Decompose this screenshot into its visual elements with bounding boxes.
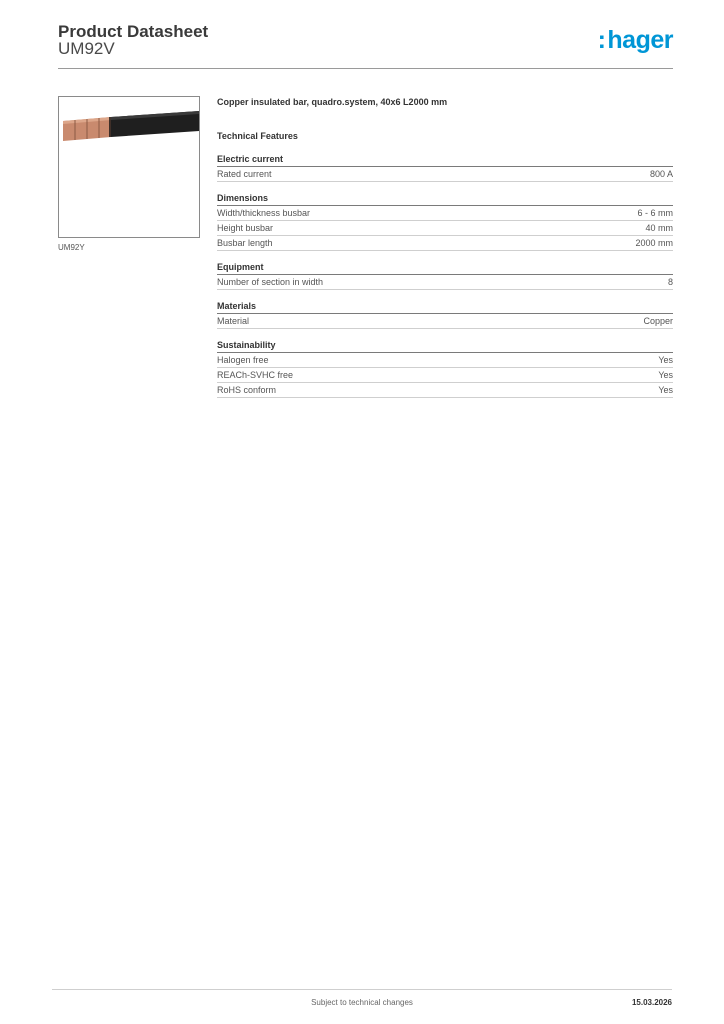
- spec-sections: [217, 153, 673, 398]
- page-header: [58, 20, 673, 70]
- hager-logo: :hager: [597, 26, 673, 54]
- spec-section: [217, 339, 673, 398]
- section-title: Electric current: [217, 153, 673, 167]
- page-title: Product Datasheet: [58, 22, 209, 41]
- spec-row: [217, 167, 673, 182]
- section-title: Equipment: [217, 261, 673, 275]
- spec-label: Material: [217, 316, 250, 326]
- spec-section: [217, 192, 673, 251]
- image-caption: UM92Y: [58, 243, 85, 252]
- spec-value: Yes: [658, 370, 673, 380]
- spec-row: [217, 314, 673, 329]
- spec-section: [217, 153, 673, 182]
- footer-date: 15.03.2026: [631, 998, 672, 1007]
- spec-row: [217, 206, 673, 221]
- spec-row: [217, 275, 673, 290]
- spec-value: Copper: [643, 316, 673, 326]
- spec-value: 800 A: [649, 169, 673, 179]
- section-title: Dimensions: [217, 192, 673, 206]
- spec-label: Rated current: [217, 169, 272, 179]
- spec-value: 40 mm: [645, 223, 673, 233]
- spec-section: [217, 300, 673, 329]
- spec-label: REACh-SVHC free: [217, 370, 294, 380]
- spec-label: Height busbar: [217, 223, 274, 233]
- product-description: Copper insulated bar, quadro.system, 40x6 L2000 mm: [217, 97, 448, 107]
- section-title: Sustainability: [217, 339, 673, 353]
- spec-label: Halogen free: [217, 355, 269, 365]
- product-code: UM92V: [58, 39, 115, 58]
- spec-value: Yes: [658, 385, 673, 395]
- spec-label: RoHS conform: [217, 385, 277, 395]
- technical-features-heading: Technical Features: [217, 131, 298, 141]
- spec-row: [217, 221, 673, 236]
- spec-label: Width/thickness busbar: [217, 208, 311, 218]
- spec-row: [217, 353, 673, 368]
- header-divider: [58, 68, 673, 69]
- footer-divider: [52, 989, 672, 990]
- spec-label: Number of section in width: [217, 277, 324, 287]
- logo-text: hager: [607, 26, 673, 54]
- spec-value: 2000 mm: [635, 238, 673, 248]
- product-image: [58, 96, 200, 238]
- spec-row: [217, 383, 673, 398]
- section-title: Materials: [217, 300, 673, 314]
- technical-content: [217, 95, 673, 408]
- spec-label: Busbar length: [217, 238, 273, 248]
- spec-value: Yes: [658, 355, 673, 365]
- copper-busbar-illustration: [59, 97, 199, 237]
- footer-note: Subject to technical changes: [311, 998, 413, 1007]
- spec-value: 6 - 6 mm: [637, 208, 673, 218]
- spec-section: [217, 261, 673, 290]
- spec-value: 8: [667, 277, 673, 287]
- spec-row: [217, 236, 673, 251]
- spec-row: [217, 368, 673, 383]
